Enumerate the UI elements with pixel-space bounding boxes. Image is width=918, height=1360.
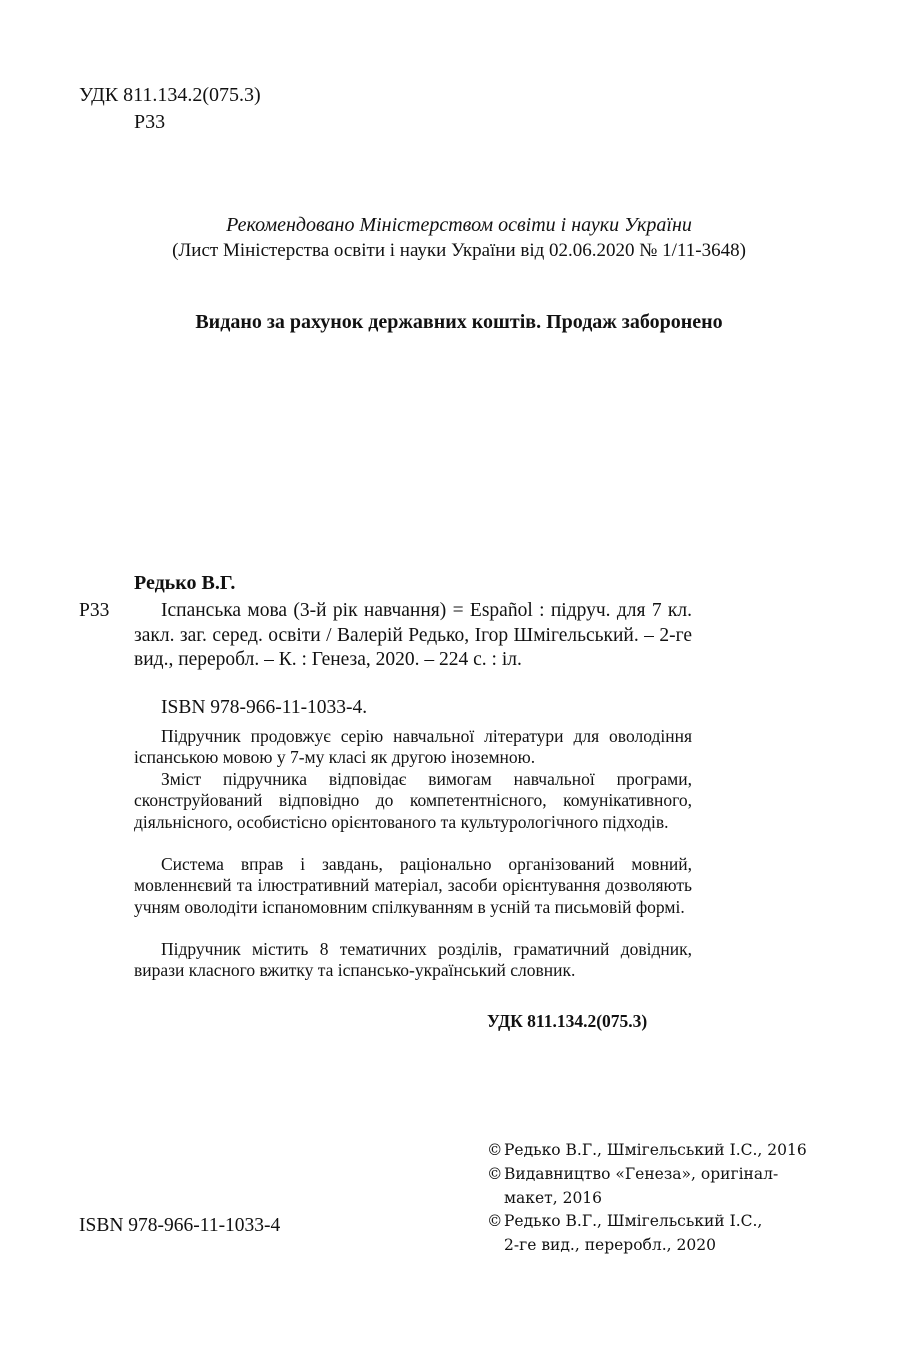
- copyright-symbol: ©: [487, 1164, 503, 1183]
- biblio-description: Іспанська мова (3-й рік навчання) = Español : підруч. для 7 кл. закл. заг. серед. освіти / Валерій Редько, Ігор Шмігельський. – 2-ге вид., переробл. – К. : Генеза, 2020. – 224 с. : іл.: [134, 600, 692, 670]
- biblio-mark: Р33: [79, 600, 110, 621]
- copyright-line-2: ©Видавництво «Генеза», оригінал-: [487, 1163, 807, 1187]
- recommendation-line-1: Рекомендовано Міністерством освіти і науки України: [226, 214, 692, 236]
- copyright-symbol: ©: [487, 1141, 503, 1159]
- copyright-line-1: ©Редько В.Г., Шмігельський І.С., 2016: [487, 1139, 807, 1163]
- udk-code-bottom: УДК 811.134.2(075.3): [487, 1011, 648, 1031]
- udk-code-top: УДК 811.134.2(075.3): [79, 84, 261, 106]
- annotation-paragraph-2: Зміст підручника відповідає вимогам навчальної програми, сконструйований відповідно до компетентнісного, комунікативного, діяльнісного, особистісно орієнтованого та культурологічного підходів.: [134, 769, 692, 832]
- annotation-paragraph-3: Система вправ і завдань, раціонально організований мовний, мовленнєвий та ілюстративний матеріал, засоби орієнтування дозволяють учням оволодіти іспаномовним спілкуванням в усній та письмовій формі.: [134, 854, 692, 917]
- copyright-symbol: ©: [487, 1212, 503, 1231]
- copyright-line-3-cont: 2-ге вид., переробл., 2020: [504, 1236, 716, 1255]
- biblio-isbn: ISBN 978-966-11-1033-4.: [161, 697, 368, 718]
- copyright-line-2-cont: макет, 2016: [504, 1188, 603, 1207]
- annotation-paragraph-4: Підручник містить 8 тематичних розділів, граматичний довідник, вирази класного вжитку та іспансько-український словник.: [134, 939, 692, 981]
- isbn-bottom: ISBN 978-966-11-1033-4: [79, 1215, 281, 1236]
- copyright-block: [487, 1139, 807, 1258]
- recommendation-line-2: (Лист Міністерства освіти і науки України від 02.06.2020 № 1/11-3648): [172, 240, 746, 261]
- author-mark-top: Р33: [134, 111, 166, 133]
- copyright-line-3: ©Редько В.Г., Шмігельський І.С.,: [487, 1210, 807, 1234]
- annotation-paragraph-1: Підручник продовжує серію навчальної літератури для оволодіння іспанською мовою у 7-му класі як другою іноземною.: [134, 726, 692, 768]
- state-funds-notice: Видано за рахунок державних коштів. Продаж заборонено: [195, 311, 723, 333]
- biblio-author: Редько В.Г.: [134, 572, 236, 594]
